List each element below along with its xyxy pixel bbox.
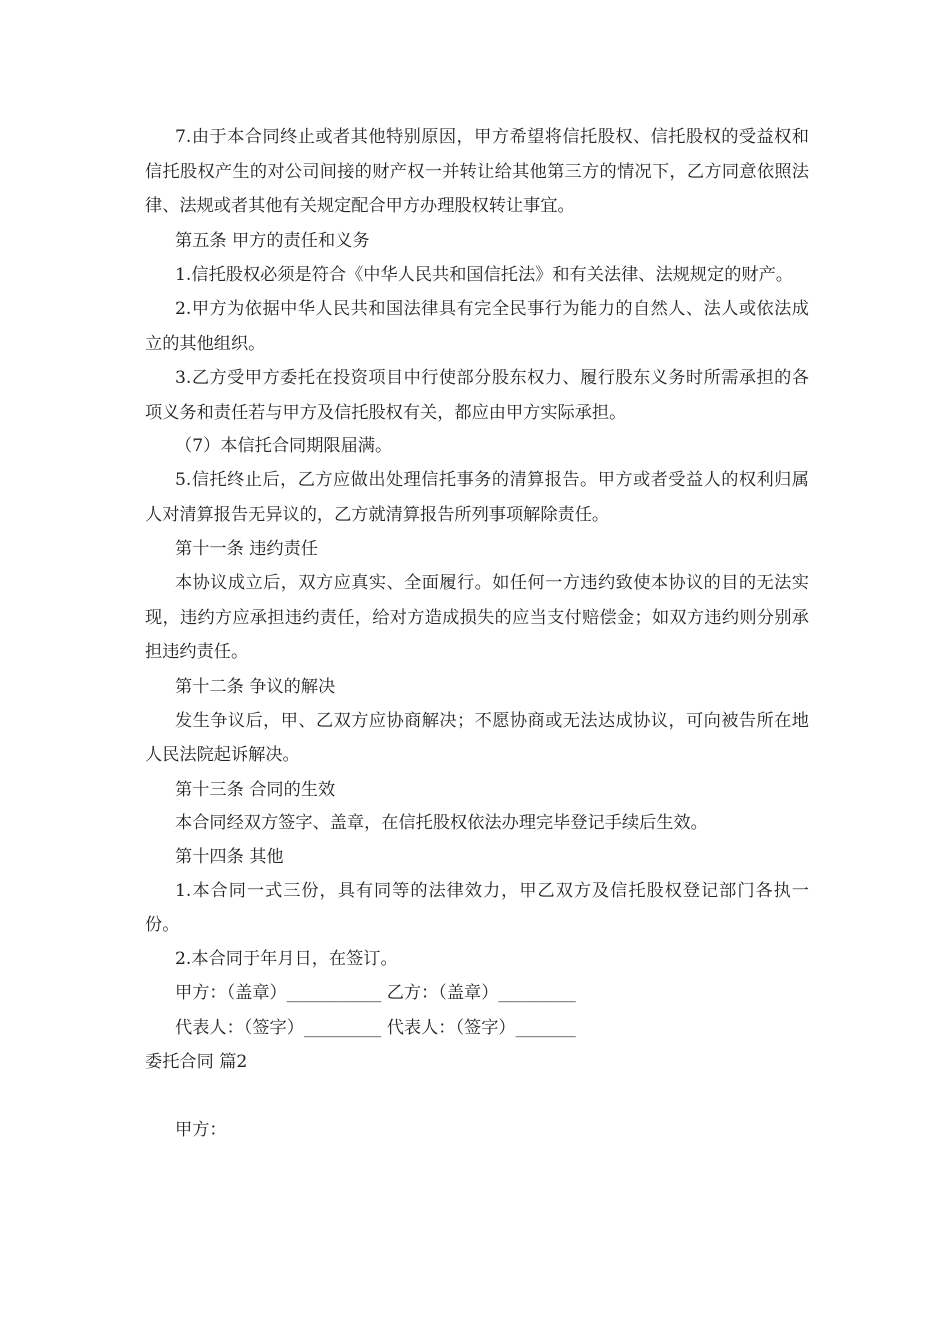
section-title: 委托合同 篇2 — [145, 1051, 248, 1072]
representative-signature-line: 代表人：（签字）_________ 代表人：（签字）_______ — [175, 1017, 576, 1038]
article-11-heading: 第十一条 违约责任 — [175, 539, 318, 559]
copies-paragraph: 1.本合同一式三份，具有同等的法律效力，甲乙双方及信托股权登记部门各执一份。 — [145, 880, 809, 935]
breach-paragraph: 本协议成立后，双方应真实、全面履行。如任何一方违约致使本协议的目的无法实现，违约方应承担违约责任，给对方造成损失的应当支付赔偿金；如双方违约则分别承担违约责任。 — [145, 573, 809, 662]
signing-date-paragraph: 2.本合同于年月日，在签订。 — [175, 948, 398, 969]
party-a-label: 甲方： — [175, 1119, 227, 1140]
article-12-heading: 第十二条 争议的解决 — [175, 676, 336, 697]
termination-paragraph-5: 5.信托终止后，乙方应做出处理信托事务的清算报告。甲方或者受益人的权利归属人对清算报告无异议的，乙方就清算报告所列事项解除责任。 — [145, 470, 809, 525]
article-5-heading: 第五条 甲方的责任和义务 — [175, 230, 370, 251]
term-expiry-paragraph: （7）本信托合同期限届满。 — [175, 436, 393, 456]
article-14-heading: 第十四条 其他 — [175, 846, 284, 867]
duty-paragraph-1: 1.信托股权必须是符合《中华人民共和国信托法》和有关法律、法规规定的财产。 — [175, 264, 793, 285]
dispute-paragraph: 发生争议后，甲、乙双方应协商解决；不愿协商或无法达成协议，可向被告所在地人民法院起诉解决。 — [145, 710, 809, 765]
duty-paragraph-2: 2.甲方为依据中华人民共和国法律具有完全民事行为能力的自然人、法人或依法成立的其他组织。 — [145, 299, 809, 354]
seal-signature-line: 甲方：（盖章）___________ 乙方：（盖章）_________ — [175, 982, 576, 1003]
duty-paragraph-3: 3.乙方受甲方委托在投资项目中行使部分股东权力、履行股东义务时所需承担的各项义务和责任若与甲方及信托股权有关，都应由甲方实际承担。 — [145, 368, 809, 423]
article-13-heading: 第十三条 合同的生效 — [175, 779, 336, 800]
document-body — [145, 120, 809, 1147]
effectiveness-paragraph: 本合同经双方签字、盖章，在信托股权依法办理完毕登记手续后生效。 — [175, 812, 708, 833]
clause-paragraph-7: 7.由于本合同终止或者其他特别原因，甲方希望将信托股权、信托股权的受益权和信托股权产生的对公司间接的财产权一并转让给其他第三方的情况下，乙方同意依照法律、法规或者其他有关规定配合甲方办理股权转让事宜。 — [145, 127, 809, 216]
